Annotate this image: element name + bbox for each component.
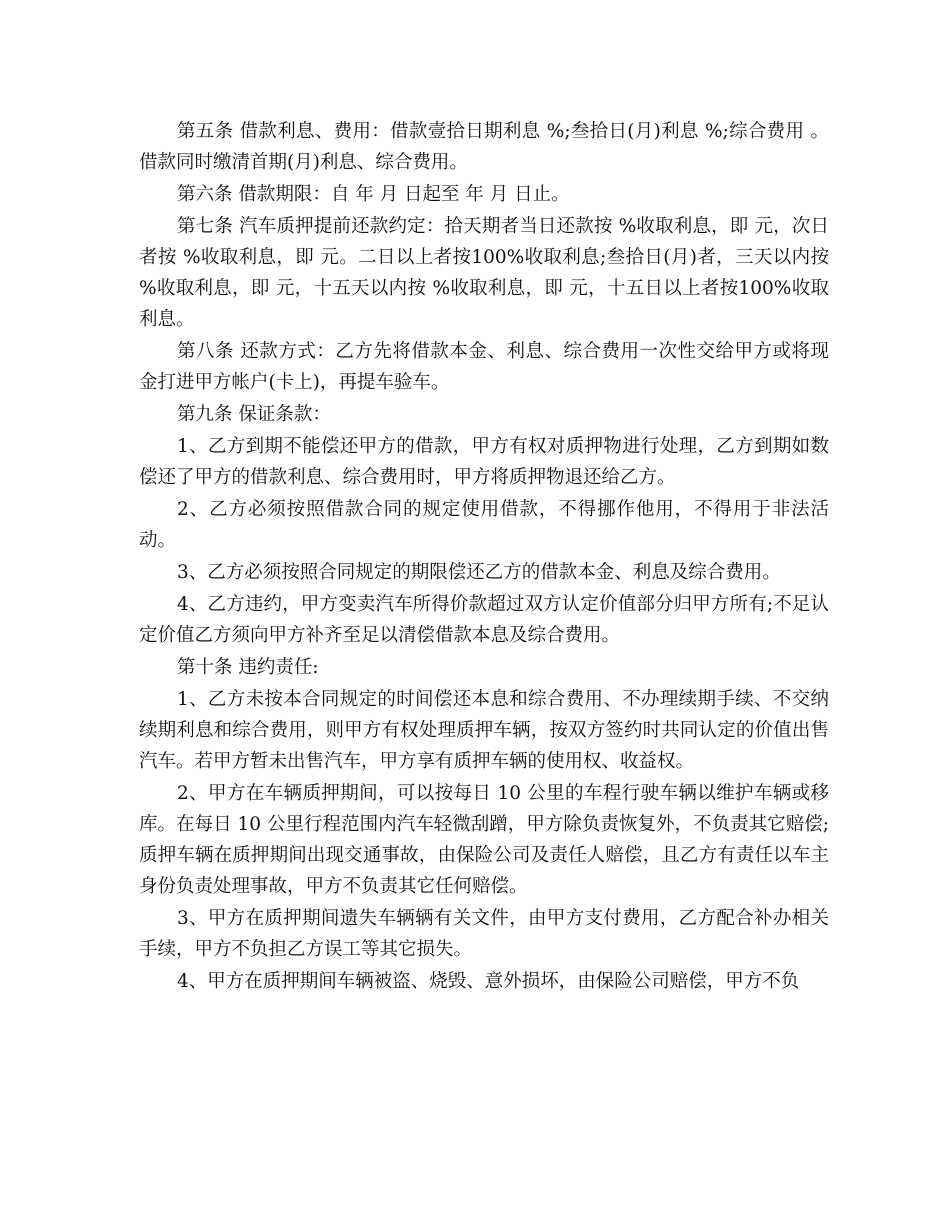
article-6-paragraph: 第六条 借款期限：自 年 月 日起至 年 月 日止。	[177, 184, 570, 205]
article-10-item-2: 2、甲方在车辆质押期间，可以按每日 10 公里的车程行驶车辆以维护车辆或移库。在每日 10 公里行程范围内汽车轻微刮蹭，甲方除负责恢复外，不负责其它赔偿;质押车辆在质押期间出现交通事故，由保险公司及责任人赔偿，且乙方有责任以车主身份负责处理事故，甲方不负责其它任何赔偿。	[139, 783, 829, 897]
document-page	[139, 116, 829, 998]
article-5-paragraph: 第五条 借款利息、费用：借款壹拾日期利息 %;叁拾日(月)利息 %;综合费用 。借款同时缴清首期(月)利息、综合费用。	[139, 121, 829, 173]
article-7-paragraph: 第七条 汽车质押提前还款约定：拾天期者当日还款按 %收取利息，即 元，次日者按 %收取利息，即 元。二日以上者按100%收取利息;叁拾日(月)者，三天以内按 %收取利息，即 元，十五天以内按 %收取利息，即 元，十五日以上者按100%收取利息。	[139, 216, 829, 330]
article-9-heading: 第九条 保证条款：	[177, 404, 331, 425]
article-9-item-2: 2、乙方必须按照借款合同的规定使用借款，不得挪作他用，不得用于非法活动。	[139, 499, 829, 551]
article-9-item-1: 1、乙方到期不能偿还甲方的借款，甲方有权对质押物进行处理，乙方到期如数偿还了甲方的借款利息、综合费用时，甲方将质押物退还给乙方。	[139, 436, 829, 488]
article-10-item-4: 4、甲方在质押期间车辆被盗、烧毁、意外损坏，由保险公司赔偿，甲方不负	[177, 971, 800, 992]
article-9-item-4: 4、乙方违约，甲方变卖汽车所得价款超过双方认定价值部分归甲方所有;不足认定价值乙方须向甲方补齐至足以清偿借款本息及综合费用。	[139, 594, 829, 646]
article-10-item-3: 3、甲方在质押期间遗失车辆辆有关文件，由甲方支付费用，乙方配合补办相关手续，甲方不负担乙方误工等其它损失。	[139, 908, 829, 960]
article-10-item-1: 1、乙方未按本合同规定的时间偿还本息和综合费用、不办理续期手续、不交纳续期利息和综合费用，则甲方有权处理质押车辆，按双方签约时共同认定的价值出售汽车。若甲方暂未出售汽车，甲方享有质押车辆的使用权、收益权。	[139, 689, 829, 772]
article-8-paragraph: 第八条 还款方式：乙方先将借款本金、利息、综合费用一次性交给甲方或将现金打进甲方帐户(卡上)，再提车验车。	[139, 341, 829, 393]
article-9-item-3: 3、乙方必须按照合同规定的期限偿还乙方的借款本金、利息及综合费用。	[177, 562, 781, 583]
article-10-heading: 第十条 违约责任:	[177, 657, 319, 678]
